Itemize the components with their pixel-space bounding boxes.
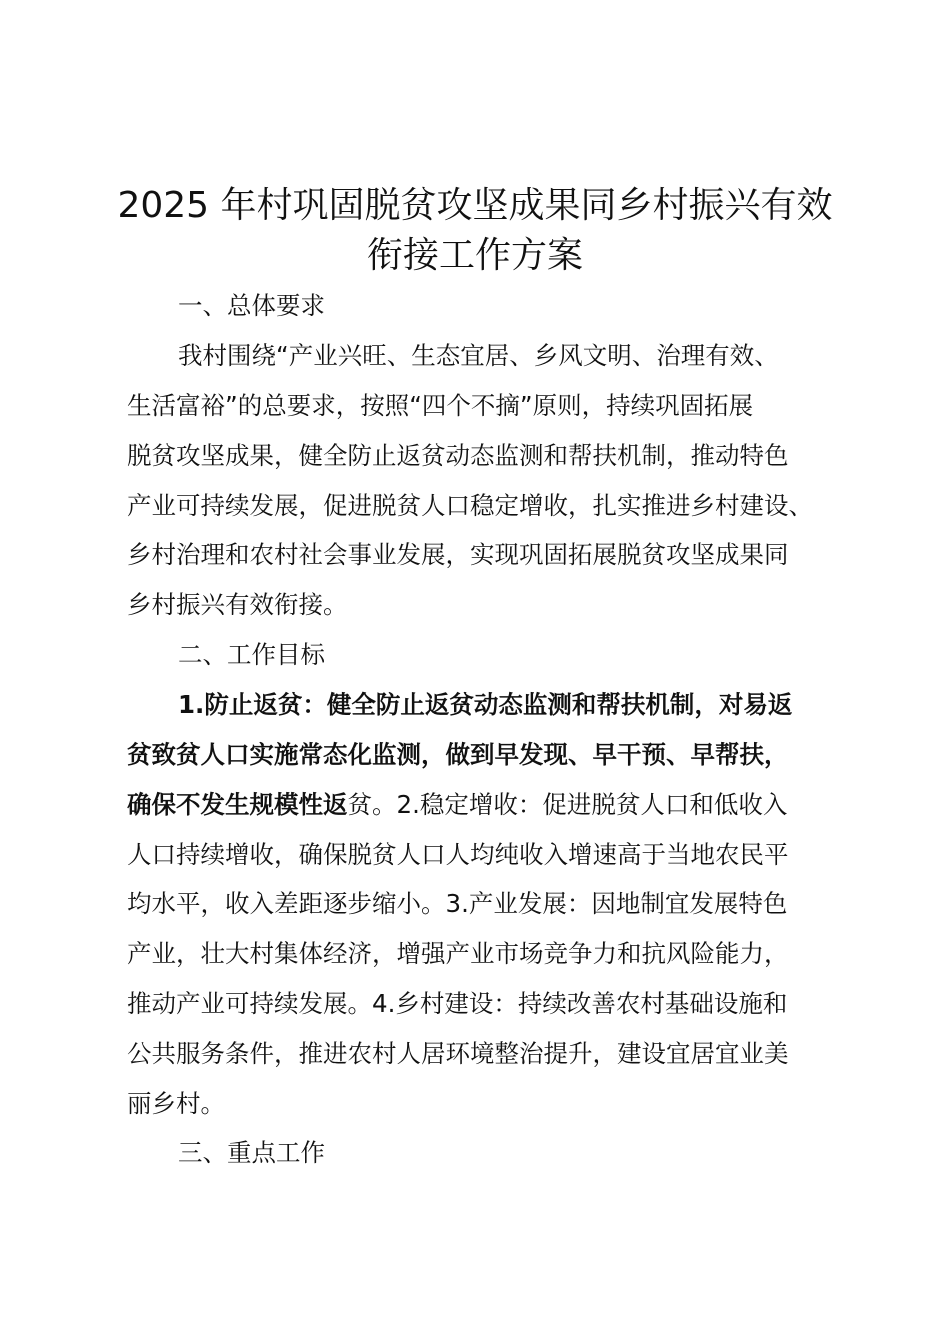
goal-bold-fragment: 确保不发生规模性返 — [127, 790, 348, 819]
paragraph-line: 均水平，收入差距逐步缩小。3.产业发展：因地制宜发展特色 — [127, 889, 788, 918]
document-title-line-1: 2025 年村巩固脱贫攻坚成果同乡村振兴有效 — [117, 185, 833, 226]
goal-mixed-line — [127, 788, 787, 822]
paragraph-line: 产业可持续发展，促进脱贫人口稳定增收，扎实推进乡村建设、 — [127, 491, 813, 520]
section-heading-overall-requirements: 一、总体要求 — [178, 291, 325, 320]
paragraph-line: 乡村振兴有效衔接。 — [127, 590, 348, 619]
paragraph-line: 人口持续增收，确保脱贫人口人均纯收入增速高于当地农民平 — [127, 840, 789, 869]
goal-bold-line: 贫致贫人口实施常态化监测，做到早发现、早干预、早帮扶， — [127, 740, 789, 769]
section-heading-key-work: 三、重点工作 — [178, 1138, 325, 1167]
paragraph-line: 脱贫攻坚成果，健全防止返贫动态监测和帮扶机制，推动特色 — [127, 441, 789, 470]
paragraph-line: 生活富裕”的总要求，按照“四个不摘”原则，持续巩固拓展 — [127, 391, 754, 420]
goal-bold-line: 1.防止返贫：健全防止返贫动态监测和帮扶机制，对易返 — [178, 690, 793, 719]
paragraph-line: 乡村治理和农村社会事业发展，实现巩固拓展脱贫攻坚成果同 — [127, 540, 789, 569]
paragraph-line: 我村围绕“产业兴旺、生态宜居、乡风文明、治理有效、 — [178, 341, 779, 370]
paragraph-line: 推动产业可持续发展。4.乡村建设：持续改善农村基础设施和 — [127, 989, 788, 1018]
document-title-line-2: 衔接工作方案 — [366, 235, 583, 276]
paragraph-line: 产业，壮大村集体经济，增强产业市场竞争力和抗风险能力， — [127, 939, 789, 968]
section-heading-work-goals: 二、工作目标 — [178, 640, 325, 669]
paragraph-line: 公共服务条件，推进农村人居环境整治提升，建设宜居宜业美 — [127, 1039, 789, 1068]
goal-regular-fragment: 贫。2.稳定增收：促进脱贫人口和低收入 — [347, 790, 788, 819]
paragraph-line: 丽乡村。 — [127, 1089, 225, 1118]
